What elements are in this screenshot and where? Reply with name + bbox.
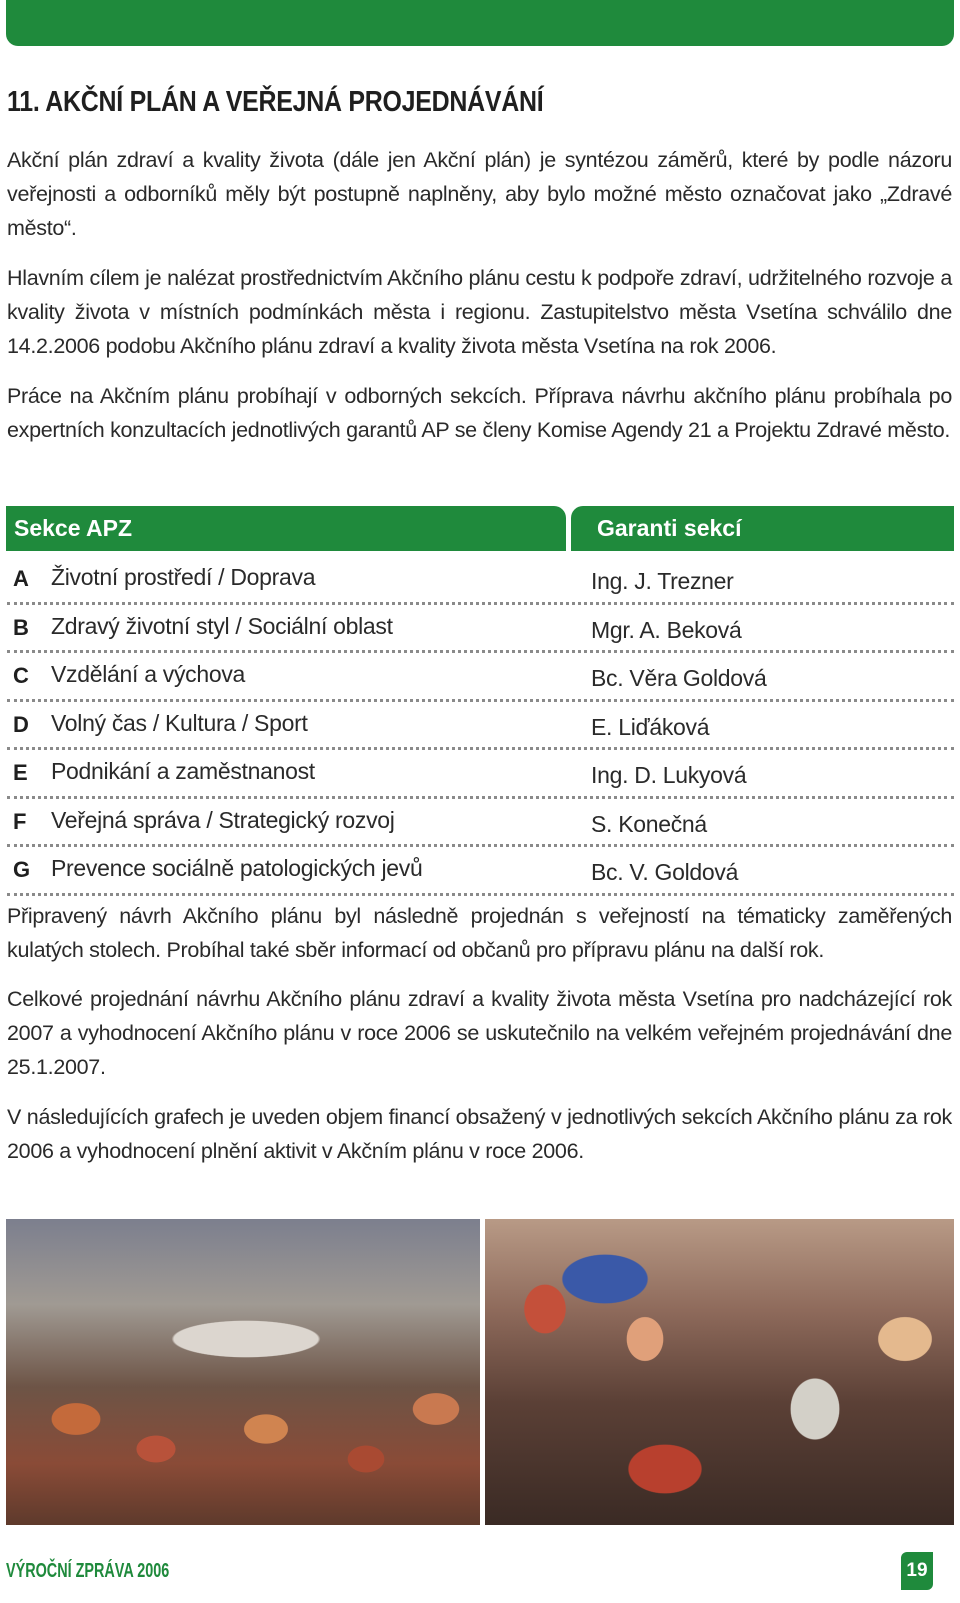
row-section: Životní prostředí / Doprava <box>51 564 316 590</box>
table-row <box>7 847 954 896</box>
row-section: Zdravý životní styl / Sociální oblast <box>51 612 393 639</box>
row-section: Veřejná správa / Strategický rozvoj <box>51 806 395 833</box>
page-number: 19 <box>901 1552 933 1590</box>
paragraph-work: Práce na Akčním plánu probíhají v odborných sekcích. Příprava návrhu akčního plánu probíhala po expertních konzultacích jednotlivých garantů AP se členy Komise Agendy 21 a Projektu Zdravé město. <box>7 384 952 442</box>
page-title: 11. AKČNÍ PLÁN A VEŘEJNÁ PROJEDNÁVÁNÍ <box>7 86 544 118</box>
table-row <box>7 653 954 702</box>
row-letter: E <box>13 760 28 785</box>
table-row <box>7 556 954 605</box>
table-header-section: Sekce APZ <box>6 506 566 551</box>
row-guarantor: Ing. J. Trezner <box>591 568 734 594</box>
row-section: Vzdělání a výchova <box>51 661 246 687</box>
sections-table <box>7 556 954 896</box>
row-section: Volný čas / Kultura / Sport <box>51 709 308 736</box>
row-section: Podnikání a zaměstnanost <box>51 758 315 784</box>
table-row <box>7 750 954 799</box>
footer-label: VÝROČNÍ ZPRÁVA 2006 <box>6 1560 170 1582</box>
paragraph-charts-note: V následujících grafech je uveden objem financí obsažený v jednotlivých sekcích Akčního plánu za rok 2006 a vyhodnocení plnění aktivit v Akčním plánu v roce 2006. <box>7 1105 952 1163</box>
table-row <box>7 605 954 654</box>
row-letter: D <box>13 711 29 737</box>
row-guarantor: Bc. V. Goldová <box>591 859 739 885</box>
row-section: Prevence sociálně patologických jevů <box>51 855 423 881</box>
row-letter: B <box>13 614 29 640</box>
paragraph-public-hearing: Celkové projednání návrhu Akčního plánu zdraví a kvality života města Vsetína pro nadcházející rok 2007 a vyhodnocení Akčního plánu v roce 2006 se uskutečnilo na velkém veřejném projednávání dne 25.1.2007. <box>7 987 952 1079</box>
photo-round-table <box>485 1219 954 1525</box>
row-guarantor: E. Liďáková <box>591 713 710 740</box>
paragraph-goal: Hlavním cílem je nalézat prostřednictvím Akčního plánu cestu k podpoře zdraví, udržitelného rozvoje a kvality života v místních podmínkách města i regionu. Zastupitelstvo města Vsetína schválilo dne 14.2.2006 podobu Akčního plánu zdraví a kvality života města Vsetína na rok 2006. <box>7 266 952 358</box>
paragraph-intro: Akční plán zdraví a kvality života (dále jen Akční plán) je syntézou záměrů, které by podle názoru veřejnosti a odborníků měly být postupně naplněny, aby bylo možné město označovat jako „Zdravé město“. <box>7 148 952 240</box>
header-bar <box>6 0 954 46</box>
table-header-guarantor: Garanti sekcí <box>571 506 954 551</box>
row-letter: F <box>13 808 27 834</box>
row-guarantor: Mgr. A. Beková <box>591 616 742 643</box>
row-guarantor: Ing. D. Lukyová <box>591 762 747 788</box>
row-letter: C <box>13 663 29 688</box>
photo-public-hearing <box>6 1219 480 1525</box>
table-row <box>7 702 954 751</box>
paragraph-roundtables: Připravený návrh Akčního plánu byl následně projednán s veřejností na tématicky zaměřených kulatých stolech. Probíhal také sběr informací od občanů pro přípravu plánu na další rok. <box>7 904 952 962</box>
row-guarantor: Bc. Věra Goldová <box>591 665 767 691</box>
row-letter: A <box>13 566 29 591</box>
table-row <box>7 799 954 848</box>
row-guarantor: S. Konečná <box>591 810 707 837</box>
row-letter: G <box>13 857 31 882</box>
